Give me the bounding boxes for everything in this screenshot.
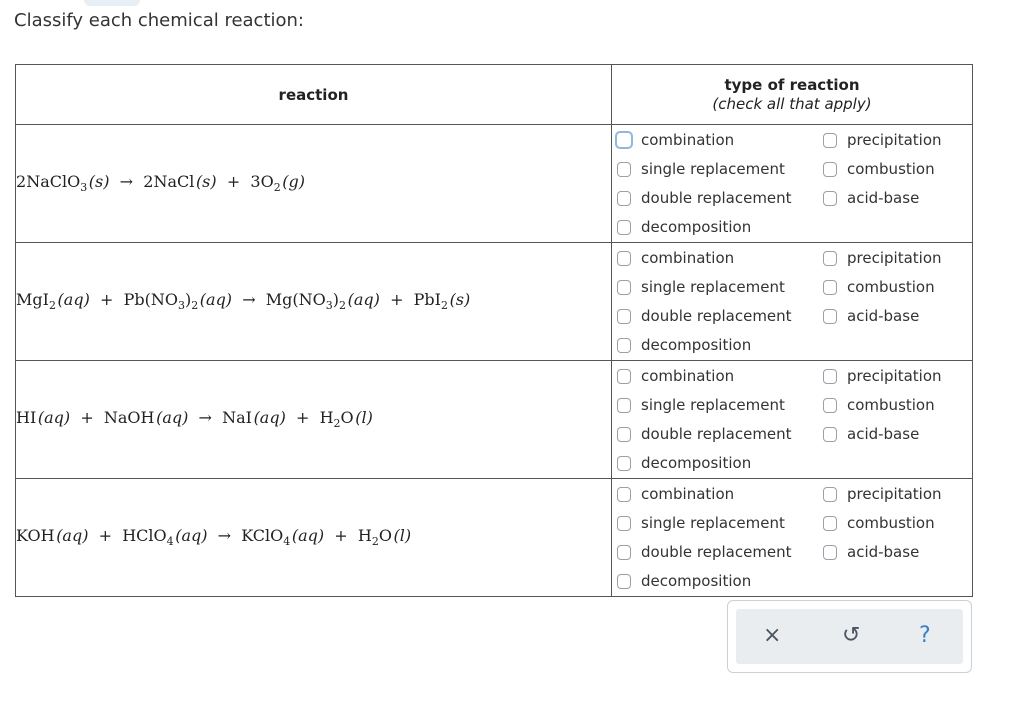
checkbox[interactable]: [617, 338, 631, 353]
option-combustion-2[interactable]: [823, 278, 935, 296]
checkbox[interactable]: [617, 516, 631, 531]
option-label: combustion: [847, 160, 935, 178]
option-label: decomposition: [641, 454, 752, 472]
option-label: double replacement: [641, 189, 792, 207]
checkbox[interactable]: [823, 309, 837, 324]
option-double-replacement-1[interactable]: [617, 189, 792, 207]
checkbox[interactable]: [823, 516, 837, 531]
top-tab: [84, 0, 140, 6]
option-label: combination: [641, 131, 735, 149]
option-label: acid-base: [847, 307, 920, 325]
option-acid-base-1[interactable]: [823, 189, 919, 207]
option-label: combination: [641, 367, 735, 385]
option-single-replacement-2[interactable]: [617, 278, 785, 296]
option-precipitation-1[interactable]: [823, 131, 942, 149]
option-label: acid-base: [847, 425, 920, 443]
clear-icon[interactable]: ×: [763, 623, 782, 648]
header-type-hint: (check all that apply): [712, 95, 872, 113]
checkbox[interactable]: [617, 369, 631, 384]
option-single-replacement-4[interactable]: [617, 514, 785, 532]
reaction-equation-3: HI (aq) + NaOH (aq) → NaI $(aq) + H_2O$ (l): [16, 361, 612, 479]
option-label: decomposition: [641, 336, 752, 354]
undo-icon[interactable]: ↺: [842, 623, 861, 648]
checkbox[interactable]: [823, 487, 837, 502]
reaction-row-1: [16, 125, 973, 243]
checkbox[interactable]: [617, 398, 631, 413]
option-combination-4[interactable]: [617, 485, 734, 503]
reaction-equation-4: KOH (aq) + HClO$_4$ (aq) → KClO$_4$ $(aq) + H_2O$ (l): [16, 479, 612, 597]
reaction-equation-1: 2NaClO$_3$ (s) → 2NaCl $(s) + 3O_2$ (g): [16, 125, 612, 243]
option-double-replacement-3[interactable]: [617, 425, 792, 443]
option-label: single replacement: [641, 278, 785, 296]
reaction-row-2: [16, 243, 973, 361]
checkbox[interactable]: [617, 251, 631, 266]
option-label: single replacement: [641, 514, 785, 532]
checkbox[interactable]: [617, 574, 631, 589]
answer-toolbar: [727, 600, 972, 673]
option-label: single replacement: [641, 396, 785, 414]
prompt-text: Classify each chemical reaction:: [14, 10, 304, 31]
option-precipitation-2[interactable]: [823, 249, 942, 267]
option-label: precipitation: [847, 485, 942, 503]
option-label: combination: [641, 485, 735, 503]
checkbox[interactable]: [823, 398, 837, 413]
checkbox[interactable]: [823, 251, 837, 266]
option-double-replacement-2[interactable]: [617, 307, 792, 325]
option-label: combustion: [847, 278, 935, 296]
header-type: [612, 65, 973, 125]
toolbar-inner: [736, 609, 963, 664]
option-label: double replacement: [641, 307, 792, 325]
reaction-options-4: [612, 479, 973, 597]
option-label: double replacement: [641, 425, 792, 443]
checkbox[interactable]: [823, 133, 837, 148]
option-decomposition-3[interactable]: [617, 454, 751, 472]
option-precipitation-3[interactable]: [823, 367, 942, 385]
reaction-row-4: [16, 479, 973, 597]
option-label: precipitation: [847, 131, 942, 149]
option-label: combustion: [847, 514, 935, 532]
option-single-replacement-3[interactable]: [617, 396, 785, 414]
header-type-title: type of reaction: [724, 76, 860, 94]
checkbox[interactable]: [617, 456, 631, 471]
checkbox[interactable]: [823, 427, 837, 442]
header-reaction: reaction: [16, 65, 612, 125]
option-combustion-3[interactable]: [823, 396, 935, 414]
checkbox[interactable]: [617, 487, 631, 502]
checkbox[interactable]: [823, 545, 837, 560]
checkbox[interactable]: [617, 427, 631, 442]
option-label: combustion: [847, 396, 935, 414]
reaction-equation-2: MgI$_2$ $(aq) + Pb(NO_3)_2$ $(aq) \to Mg(NO_3)_2$ (aq) + PbI$_2$ (s): [16, 243, 612, 361]
option-label: acid-base: [847, 189, 920, 207]
option-combustion-1[interactable]: [823, 160, 935, 178]
reaction-row-3: [16, 361, 973, 479]
checkbox[interactable]: [823, 162, 837, 177]
reaction-options-3: [612, 361, 973, 479]
help-icon[interactable]: ?: [919, 623, 931, 648]
checkbox[interactable]: [617, 280, 631, 295]
option-decomposition-1[interactable]: [617, 218, 751, 236]
checkbox[interactable]: [617, 309, 631, 324]
option-acid-base-3[interactable]: [823, 425, 919, 443]
option-precipitation-4[interactable]: [823, 485, 942, 503]
checkbox[interactable]: [823, 369, 837, 384]
checkbox[interactable]: [823, 191, 837, 206]
option-combination-2[interactable]: [617, 249, 734, 267]
checkbox[interactable]: [615, 131, 633, 149]
option-acid-base-2[interactable]: [823, 307, 919, 325]
checkbox[interactable]: [617, 545, 631, 560]
option-acid-base-4[interactable]: [823, 543, 919, 561]
option-combination-3[interactable]: [617, 367, 734, 385]
option-label: single replacement: [641, 160, 785, 178]
option-combination-1[interactable]: [617, 131, 734, 149]
option-double-replacement-4[interactable]: [617, 543, 792, 561]
option-label: precipitation: [847, 367, 942, 385]
option-label: decomposition: [641, 218, 752, 236]
checkbox[interactable]: [823, 280, 837, 295]
option-decomposition-4[interactable]: [617, 572, 751, 590]
option-label: precipitation: [847, 249, 942, 267]
checkbox[interactable]: [617, 191, 631, 206]
option-label: double replacement: [641, 543, 792, 561]
option-label: acid-base: [847, 543, 920, 561]
option-combustion-4[interactable]: [823, 514, 935, 532]
reaction-options-1: [612, 125, 973, 243]
option-label: decomposition: [641, 572, 752, 590]
option-decomposition-2[interactable]: [617, 336, 751, 354]
option-single-replacement-1[interactable]: [617, 160, 785, 178]
checkbox[interactable]: [617, 220, 631, 235]
reaction-table: [15, 64, 973, 597]
reaction-options-2: [612, 243, 973, 361]
checkbox[interactable]: [617, 162, 631, 177]
option-label: combination: [641, 249, 735, 267]
